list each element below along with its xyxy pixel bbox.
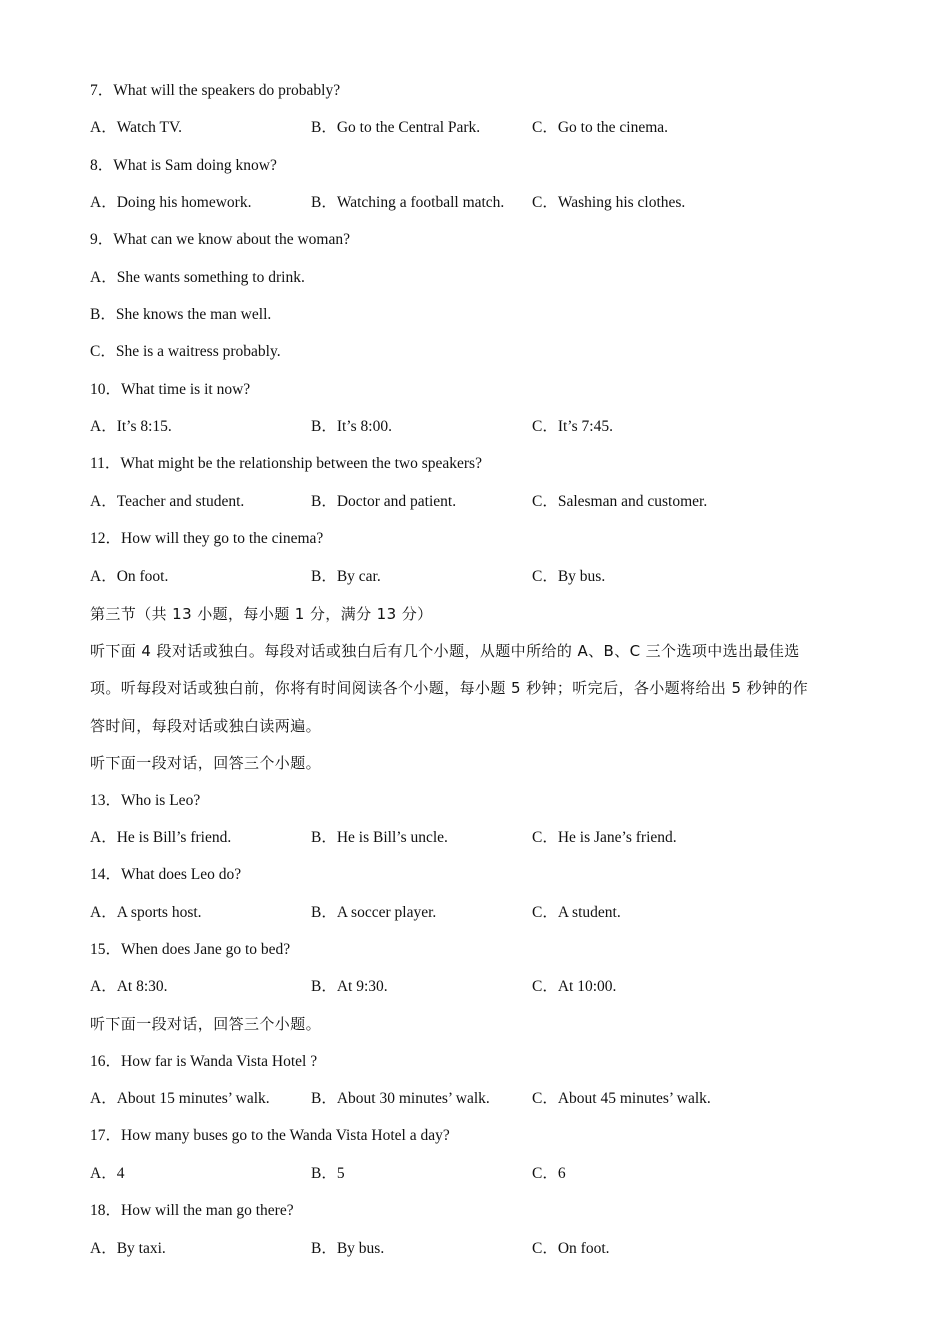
- option-c: C．Salesman and customer.: [532, 493, 708, 510]
- question-7: 7．What will the speakers do probably?: [90, 82, 341, 99]
- option-c: C．Washing his clothes.: [532, 194, 686, 211]
- question-17: 17．How many buses go to the Wanda Vista Hotel a day?: [90, 1127, 450, 1144]
- option-a: A．He is Bill’s friend.: [90, 829, 232, 846]
- question-18: 18．How will the man go there?: [90, 1202, 294, 1219]
- option-c: C．She is a waitress probably.: [90, 343, 281, 360]
- option-a: A．A sports host.: [90, 904, 202, 921]
- question-8: 8．What is Sam doing know?: [90, 157, 277, 174]
- question-9: 9．What can we know about the woman?: [90, 231, 350, 248]
- dialogue-prompt: 听下面一段对话，回答三个小题。: [90, 1015, 322, 1033]
- option-b: B．She knows the man well.: [90, 306, 272, 323]
- option-b: B．5: [311, 1165, 345, 1182]
- option-a: A．She wants something to drink.: [90, 269, 305, 286]
- option-a: A．At 8:30.: [90, 978, 168, 995]
- instructions-line-1: 听下面 4 段对话或独白。每段对话或独白后有几个小题，从题中所给的 A、B、C 三个选项中选出最佳选: [90, 642, 800, 660]
- option-a: A．By taxi.: [90, 1240, 166, 1257]
- option-b: B．Doctor and patient.: [311, 493, 457, 510]
- option-c: C．A student.: [532, 904, 621, 921]
- option-a: A．Teacher and student.: [90, 493, 245, 510]
- option-c: C．6: [532, 1165, 566, 1182]
- option-a: A．4: [90, 1165, 125, 1182]
- option-a: A．Doing his homework.: [90, 194, 252, 211]
- question-10: 10．What time is it now?: [90, 381, 251, 398]
- question-12: 12．How will they go to the cinema?: [90, 530, 324, 547]
- question-11: 11．What might be the relationship between the two speakers?: [90, 455, 482, 472]
- option-b: B．A soccer player.: [311, 904, 437, 921]
- option-b: B．Go to the Central Park.: [311, 119, 481, 136]
- option-a: A．Watch TV.: [90, 119, 183, 136]
- question-13: 13．Who is Leo?: [90, 792, 201, 809]
- option-c: C．About 45 minutes’ walk.: [532, 1090, 711, 1107]
- option-c: C．Go to the cinema.: [532, 119, 669, 136]
- question-16: 16．How far is Wanda Vista Hotel ?: [90, 1053, 318, 1070]
- option-b: B．Watching a football match.: [311, 194, 505, 211]
- option-c: C．By bus.: [532, 568, 606, 585]
- question-15: 15．When does Jane go to bed?: [90, 941, 291, 958]
- option-a: A．It’s 8:15.: [90, 418, 172, 435]
- option-a: A．About 15 minutes’ walk.: [90, 1090, 270, 1107]
- option-b: B．About 30 minutes’ walk.: [311, 1090, 490, 1107]
- option-b: B．It’s 8:00.: [311, 418, 392, 435]
- option-b: B．At 9:30.: [311, 978, 388, 995]
- option-c: C．At 10:00.: [532, 978, 617, 995]
- option-b: B．By bus.: [311, 1240, 385, 1257]
- dialogue-prompt: 听下面一段对话，回答三个小题。: [90, 754, 322, 772]
- instructions-line-3: 答时间，每段对话或独白读两遍。: [90, 717, 322, 735]
- option-a: A．On foot.: [90, 568, 169, 585]
- question-14: 14．What does Leo do?: [90, 866, 242, 883]
- option-c: C．He is Jane’s friend.: [532, 829, 677, 846]
- option-b: B．He is Bill’s uncle.: [311, 829, 448, 846]
- section-heading: 第三节（共 13 小题，每小题 1 分，满分 13 分）: [90, 605, 433, 623]
- option-c: C．On foot.: [532, 1240, 610, 1257]
- option-c: C．It’s 7:45.: [532, 418, 613, 435]
- instructions-line-2: 项。听每段对话或独白前，你将有时间阅读各个小题，每小题 5 秒钟；听完后，各小题将给出 5 秒钟的作: [90, 679, 809, 697]
- option-b: B．By car.: [311, 568, 381, 585]
